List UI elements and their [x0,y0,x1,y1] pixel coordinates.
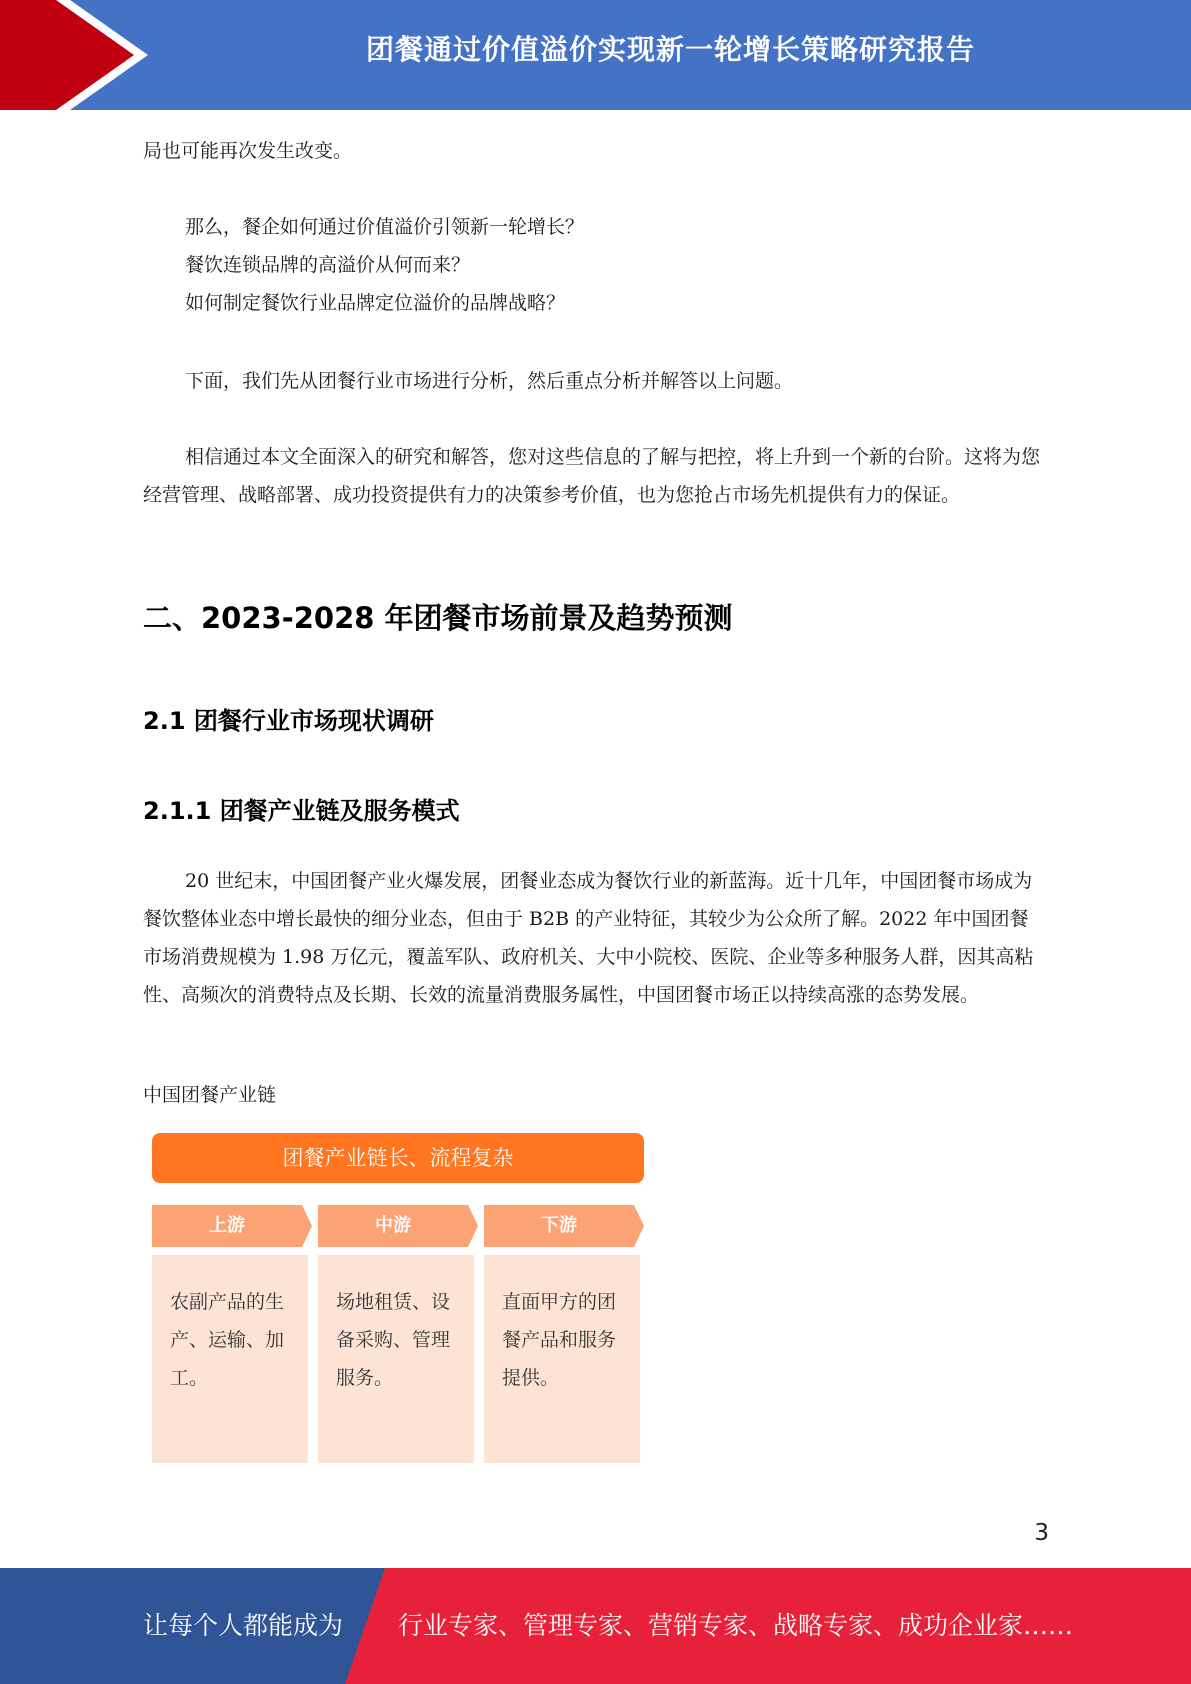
header-chevron-decoration [0,0,160,110]
market-section [143,862,1045,1014]
footer-slogan-left: 让每个人都能成为 [143,1611,344,1640]
section-heading-2-1-1: 2.1.1 团餐产业链及服务模式 [143,797,460,825]
section-heading-2: 二、2023-2028 年团餐市场前景及趋势预测 [143,601,733,635]
stage-description: 场地租赁、设备采购、管理服务。 [336,1291,451,1389]
figure-caption: 中国团餐产业链 [143,1084,277,1106]
industry-chain-diagram [152,1133,644,1463]
stage-label: 下游 [541,1215,577,1236]
stage-upstream [152,1205,312,1247]
stage-description: 直面甲方的团餐产品和服务提供。 [502,1291,617,1389]
stage-box-midstream [318,1255,474,1463]
page-footer [0,1568,1191,1684]
page-header [0,0,1191,110]
stage-description: 农副产品的生产、运输、加工。 [170,1291,285,1389]
footer-slogan-right: 行业专家、管理专家、营销专家、战略专家、成功企业家…… [398,1611,1074,1640]
question-item: 那么，餐企如何通过价值溢价引领新一轮增长？ [185,216,585,238]
paragraph-market: 20 世纪末，中国团餐产业火爆发展，团餐业态成为餐饮行业的新蓝海。近十几年，中国团餐市场成为餐饮整体业态中增长最快的细分业态，但由于 B2B 的产业特征，其较少为公众所了解。2022 年中国团餐市场消费规模为 1.98 万亿元，覆盖军队、政府机关、大中小院校、医院、企业等多种服务人群，因其高粘性、高频次的消费特点及长期、长效的流量消费服务属性，中国团餐市场正以持续高涨的态势发展。 [143,870,1034,1006]
trust-section [143,438,1045,514]
question-list [143,208,1045,322]
stage-box-downstream [484,1255,640,1463]
stage-downstream [484,1205,644,1247]
question-item: 如何制定餐饮行业品牌定位溢价的品牌战略？ [185,292,566,314]
stage-box-upstream [152,1255,308,1463]
stage-midstream [318,1205,478,1247]
paragraph-trust: 相信通过本文全面深入的研究和解答，您对这些信息的了解与把控，将上升到一个新的台阶。这将为您经营管理、战略部署、成功投资提供有力的决策参考价值，也为您抢占市场先机提供有力的保证。 [143,446,1041,506]
next-section [143,362,1045,400]
diagram-title: 团餐产业链长、流程复杂 [152,1133,644,1183]
intro-section [143,132,1045,170]
page-number: 3 [1034,1520,1049,1546]
stage-label: 中游 [375,1215,411,1236]
question-item: 餐饮连锁品牌的高溢价从何而来？ [185,254,471,276]
paragraph-next: 下面，我们先从团餐行业市场进行分析，然后重点分析并解答以上问题。 [185,370,794,392]
section-heading-2-1: 2.1 团餐行业市场现状调研 [143,707,434,735]
paragraph-continuation: 局也可能再次发生改变。 [143,140,353,162]
report-title: 团餐通过价值溢价实现新一轮增长策略研究报告 [365,33,975,66]
stage-label: 上游 [209,1215,245,1236]
